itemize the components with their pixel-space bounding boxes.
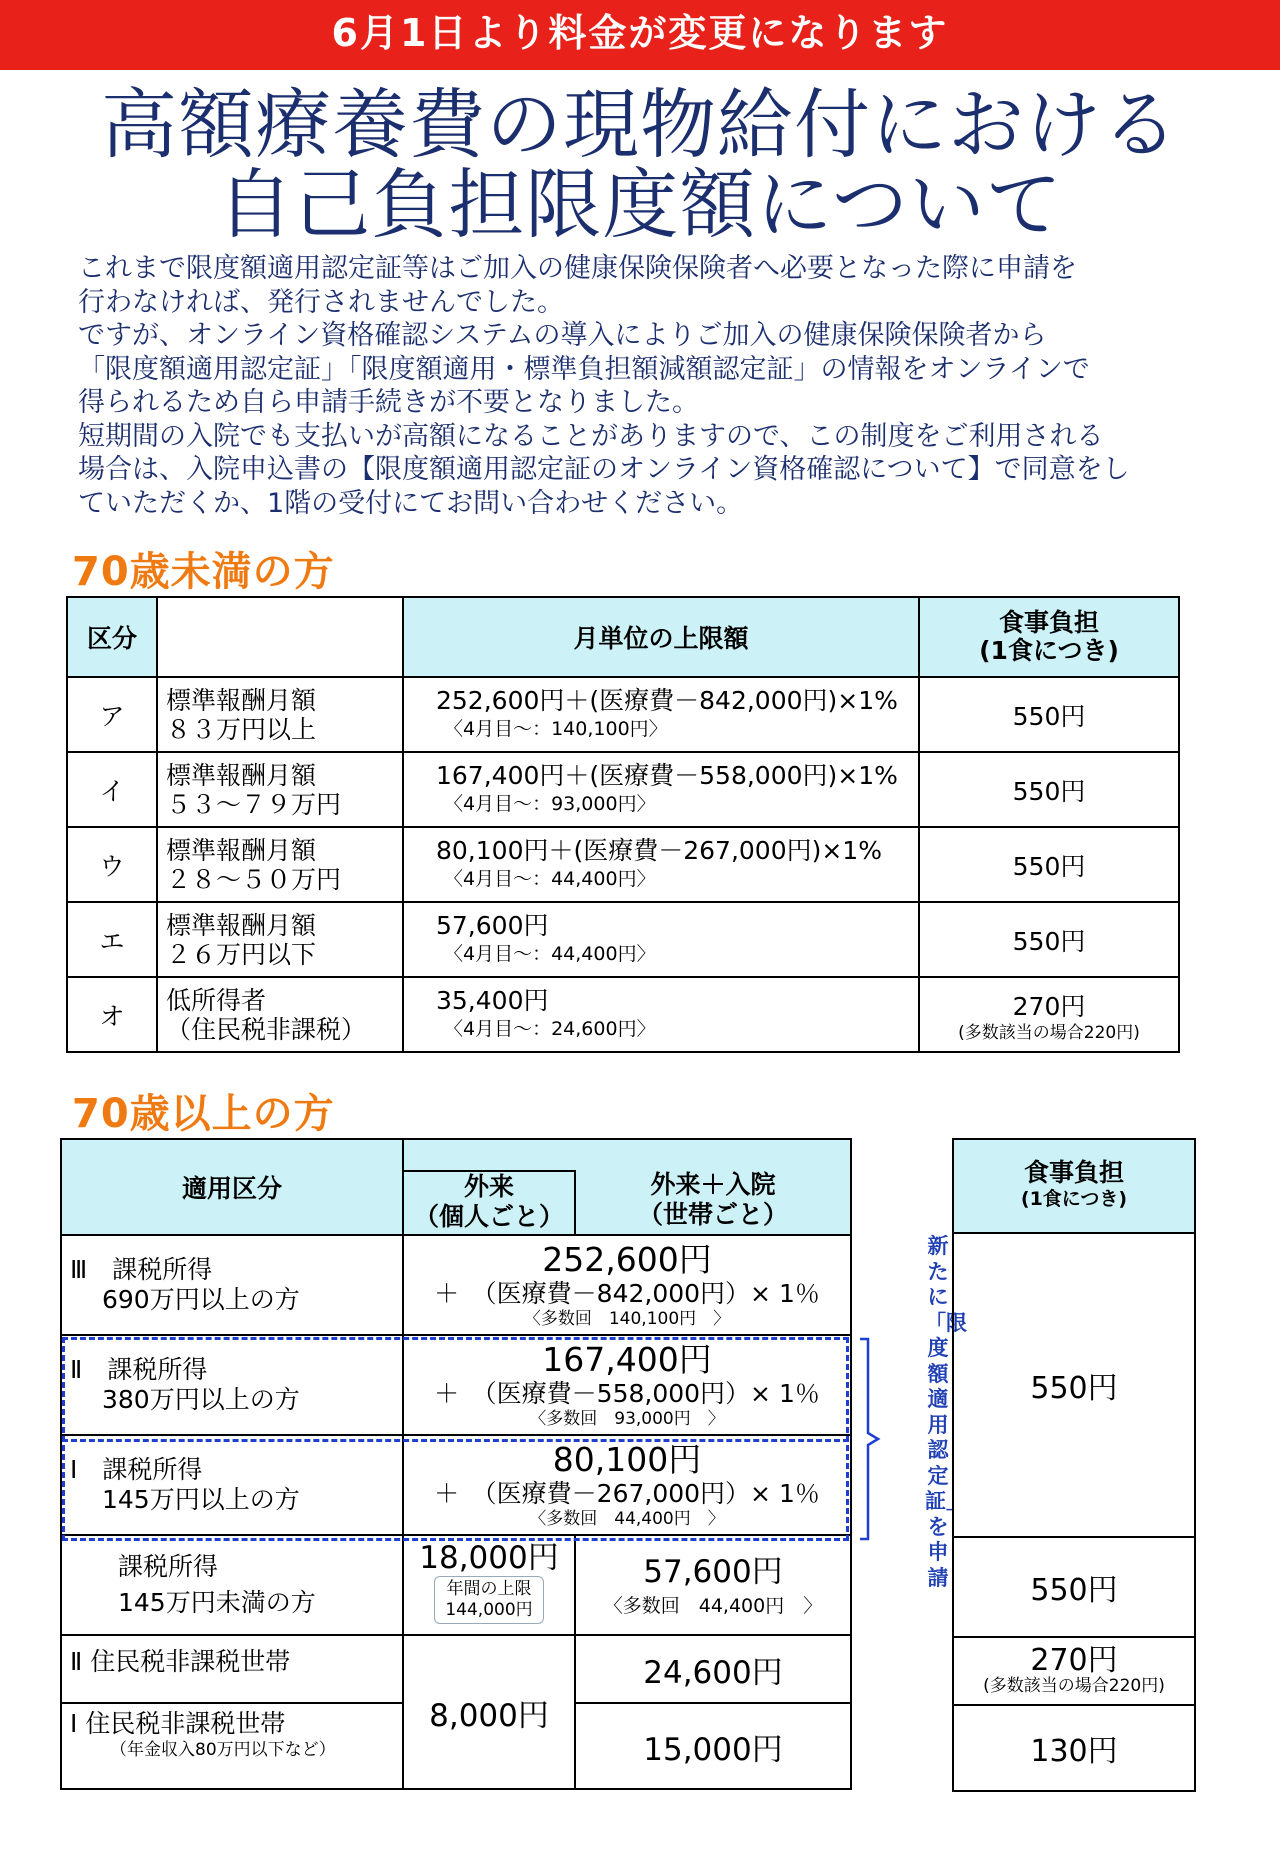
- row-meal: 550円: [919, 752, 1179, 827]
- row-outpatient: 18,000円 年間の上限 144,000円: [403, 1535, 575, 1635]
- table-row: [67, 977, 1179, 1052]
- header-amounts: [403, 1139, 851, 1235]
- table-row: [953, 1233, 1195, 1537]
- section-heading-under70: 70歳未満の方: [72, 549, 335, 595]
- row-amount: 167,400円 ＋ （医療費－558,000円）× 1％ 〈多数回 93,000円 〉: [403, 1335, 851, 1435]
- intro-line: 得られるため自ら申請手続きが不要となりました。: [78, 387, 699, 418]
- row-label: 低所得者 （住民税非課税）: [157, 977, 403, 1052]
- row-label: Ⅰ 課税所得 145万円以上の方: [61, 1435, 403, 1535]
- row-label: Ⅲ 課税所得 690万円以上の方: [61, 1235, 403, 1335]
- row-meal: 550円: [919, 827, 1179, 902]
- header-meal-line2: (1食につき): [979, 636, 1119, 665]
- table-row: [61, 1535, 851, 1635]
- row-label: Ⅰ 住民税非課税世帯 （年金収入80万円以下など）: [61, 1703, 403, 1789]
- table-header-row: [67, 597, 1179, 677]
- header-blank: [157, 597, 403, 677]
- header-category: 適用区分: [61, 1139, 403, 1235]
- row-category: オ: [67, 977, 157, 1052]
- page-title-line2: 自己負担限度額について: [217, 160, 1063, 249]
- row-amount: 80,100円＋(医療費－267,000円)×1% 〈4月目～：44,400円〉: [403, 827, 919, 902]
- table-row: [61, 1635, 851, 1703]
- intro-line: 行わなければ、発行されませんでした。: [78, 286, 564, 318]
- row-category: エ: [67, 902, 157, 977]
- table-row: [953, 1705, 1195, 1791]
- meal-value: 550円: [953, 1537, 1195, 1637]
- row-label: Ⅱ 住民税非課税世帯: [61, 1635, 403, 1703]
- row-outpatient: 8,000円: [403, 1635, 575, 1789]
- header-combined: 外来＋入院 （世帯ごと）: [637, 1170, 788, 1229]
- header-monthly-limit: 月単位の上限額: [403, 597, 919, 677]
- row-category: イ: [67, 752, 157, 827]
- row-combined: 57,600円 〈多数回 44,400円 〉: [575, 1535, 851, 1635]
- intro-line: ていただくか、1階の受付にてお問い合わせください。: [78, 487, 744, 519]
- row-combined: 15,000円: [575, 1703, 851, 1789]
- intro-text: [78, 252, 1208, 520]
- section-heading-over70: 70歳以上の方: [72, 1091, 335, 1137]
- row-label: 標準報酬月額 ２６万円以下: [157, 902, 403, 977]
- row-label: Ⅱ 課税所得 380万円以上の方: [61, 1335, 403, 1435]
- intro-line: ですが、オンライン資格確認システムの導入によりご加入の健康保険保険者から: [78, 320, 1047, 351]
- row-amount: 35,400円 〈4月目～：24,600円〉: [403, 977, 919, 1052]
- table-row: [953, 1537, 1195, 1637]
- vertical-note: 新たに「限度額適用認定証」を申請: [925, 1234, 967, 1590]
- annual-cap-badge: 年間の上限 144,000円: [434, 1576, 543, 1624]
- row-label: 標準報酬月額 ８３万円以上: [157, 677, 403, 752]
- change-notice-banner: 6月1日より料金が変更になります: [0, 0, 1280, 70]
- row-category: ウ: [67, 827, 157, 902]
- over70-meal-table: [952, 1138, 1196, 1792]
- row-label: 標準報酬月額 ２８～５０万円: [157, 827, 403, 902]
- row-amount: 57,600円 〈4月目～：44,400円〉: [403, 902, 919, 977]
- header-category: 区分: [67, 597, 157, 677]
- table-row: [67, 902, 1179, 977]
- table-header-row: [953, 1139, 1195, 1233]
- header-outpatient: 外来 （個人ごと）: [404, 1170, 576, 1234]
- intro-line: 「限度額適用認定証」「限度額適用・標準負担額減額認定証」の情報をオンラインで: [78, 353, 1090, 385]
- table-row: [953, 1637, 1195, 1705]
- meal-value: 130円: [953, 1705, 1195, 1791]
- under70-table: [66, 596, 1180, 1053]
- table-row: [67, 752, 1179, 827]
- header-meal: 食事負担 (1食につき): [953, 1139, 1195, 1233]
- intro-line: 短期間の入院でも支払いが高額になることがありますので、この制度をご利用される: [78, 420, 1104, 452]
- table-header-row: [61, 1139, 851, 1235]
- table-row: [67, 677, 1179, 752]
- row-meal: 270円 (多数該当の場合220円): [919, 977, 1179, 1052]
- table-row: [61, 1235, 851, 1335]
- row-amount: 80,100円 ＋ （医療費－267,000円）× 1％ 〈多数回 44,400円 〉: [403, 1435, 851, 1535]
- row-combined: 24,600円: [575, 1635, 851, 1703]
- row-amount: 167,400円＋(医療費－558,000円)×1% 〈4月目～：93,000円〉: [403, 752, 919, 827]
- row-amount: 252,600円＋(医療費－842,000円)×1% 〈4月目～：140,100円〉: [403, 677, 919, 752]
- header-meal-line1: 食事負担: [998, 608, 1099, 637]
- over70-table: [60, 1138, 852, 1790]
- intro-line: 場合は、入院申込書の【限度額適用認定証のオンライン資格確認について】で同意をし: [78, 454, 1130, 485]
- brace-icon: [858, 1337, 882, 1541]
- meal-value: 550円: [953, 1233, 1195, 1537]
- intro-line: これまで限度額適用認定証等はご加入の健康保険保険者へ必要となった際に申請を: [78, 253, 1077, 284]
- row-category: ア: [67, 677, 157, 752]
- table-row: [67, 827, 1179, 902]
- table-row: [61, 1435, 851, 1535]
- row-meal: 550円: [919, 902, 1179, 977]
- row-amount: 252,600円 ＋ （医療費－842,000円）× 1％ 〈多数回 140,100円 〉: [403, 1235, 851, 1335]
- row-label: 課税所得 145万円未満の方: [61, 1535, 403, 1635]
- header-meal: [919, 597, 1179, 677]
- meal-value: 270円 (多数該当の場合220円): [953, 1637, 1195, 1705]
- page-title-line1: 高額療養費の現物給付における: [101, 80, 1179, 169]
- table-row: [61, 1335, 851, 1435]
- row-meal: 550円: [919, 677, 1179, 752]
- row-label: 標準報酬月額 ５３～７９万円: [157, 752, 403, 827]
